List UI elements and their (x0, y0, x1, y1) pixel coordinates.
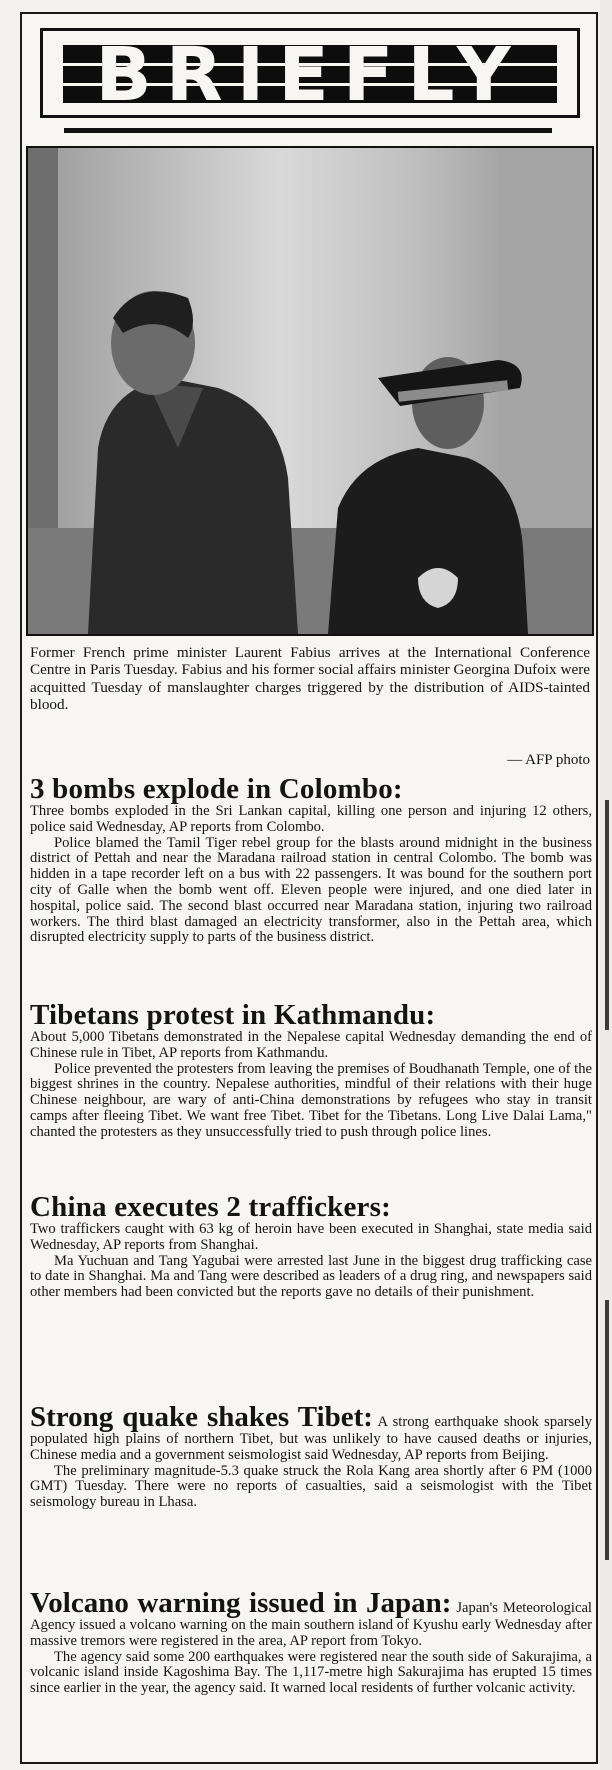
adjacent-column-edge (600, 0, 612, 1770)
story-japan-volcano (30, 1588, 592, 1697)
masthead (40, 28, 580, 118)
story-kathmandu (30, 1000, 592, 1141)
story-paragraph: About 5,000 Tibetans demonstrated in the Nepalese capital Wednesday demanding the end of Chinese rule in Tibet, AP reports from Kathmandu. (30, 1029, 592, 1061)
story-headline: Strong quake shakes Tibet: (30, 1401, 373, 1433)
story-paragraph: Police blamed the Tamil Tiger rebel group for the blasts around midnight in the business district of Pettah and near the Maradana railroad station in central Colombo. The bomb was hidden in a tape recorder left on a bus with 22 passengers. It was bound for the southern port city of Galle when the bomb went off. Eleven people were injured, and one died later in hospital, police said. The second blast occurred near Maradana station, injuring two railroad workers. The third blast damaged an electricity transformer, also in the Pettah area, which disrupted electricity supply to parts of the business district. (30, 834, 592, 946)
story-lead (30, 1588, 592, 1650)
story-paragraph: Three bombs exploded in the Sri Lankan capital, killing one person and injuring 12 others, police said Wednesday, AP reports from Colombo. (30, 803, 592, 835)
photo-caption: Former French prime minister Laurent Fabius arrives at the International Conference Centre in Paris Tuesday. Fabius and his former social affairs minister Georgina Dufoix were acquitted Tuesday of manslaughter charges triggered by the distribution of AIDS-tainted blood. (30, 644, 590, 714)
story-china-traffickers (30, 1192, 592, 1301)
news-photo (26, 146, 594, 636)
masthead-rule (64, 128, 552, 133)
story-paragraph: Two traffickers caught with 63 kg of heroin have been executed in Shanghai, state media said Wednesday, AP reports from Shanghai. (30, 1221, 592, 1253)
story-headline: China executes 2 traffickers: (30, 1191, 391, 1223)
story-paragraph: Police prevented the protesters from leaving the premises of Boudhanath Temple, one of the biggest shrines in the country. Nepalese authorities, mindful of their relations with their huge Chinese neighbour, are wary of anti-China demonstrations by refugees who stay in transit camps after fleeing Tibet. We want free Tibet. Tibet for the Tibetans. Long Live Dalai Lama," chanted the protesters as they unsuccessfully tried to push through police lines. (30, 1060, 592, 1140)
story-paragraph: Ma Yuchuan and Tang Yagubai were arrested last June in the biggest drug trafficking case to date in Shanghai. Ma and Tang were described as leaders of a drug ring, and newspapers said other members had been convicted but the reports gave no details of their punishment. (30, 1252, 592, 1301)
story-lead-text: A strong earthquake shook sparsely populated high plains of northern Tibet, but was unlikely to have caused deaths or injuries, Chinese media and a government seismologist said Wednesday, AP reports from Beijing. (30, 1414, 592, 1463)
story-colombo (30, 774, 592, 946)
story-paragraph: The preliminary magnitude-5.3 quake struck the Rola Kang area shortly after 6 PM (1000 GMT) Tuesday. There were no reports of casualties, said a seismologist with the Tibet seismology bureau in Lhasa. (30, 1462, 592, 1511)
story-headline: Tibetans protest in Kathmandu: (30, 999, 436, 1031)
story-tibet-quake (30, 1402, 592, 1511)
story-headline: Volcano warning issued in Japan: (30, 1587, 452, 1619)
photo-credit: — AFP photo (507, 752, 590, 768)
story-paragraph: The agency said some 200 earthquakes were registered near the south side of Sakurajima, a volcanic island inside Kagoshima Bay. The 1,117-metre high Sakurajima has erupted 15 times since earlier in the year, the agency said. It warned local residents of further volcanic activity. (30, 1648, 592, 1697)
story-headline: 3 bombs explode in Colombo: (30, 773, 403, 805)
masthead-title: BRIEFLY (95, 32, 525, 118)
story-lead-text: Japan's Meteorological Agency issued a volcano warning on the main southern island of Kyushu early Wednesday after massive tremors were registered in the area, AP report from Tokyo. (30, 1600, 592, 1649)
story-lead (30, 1402, 592, 1464)
